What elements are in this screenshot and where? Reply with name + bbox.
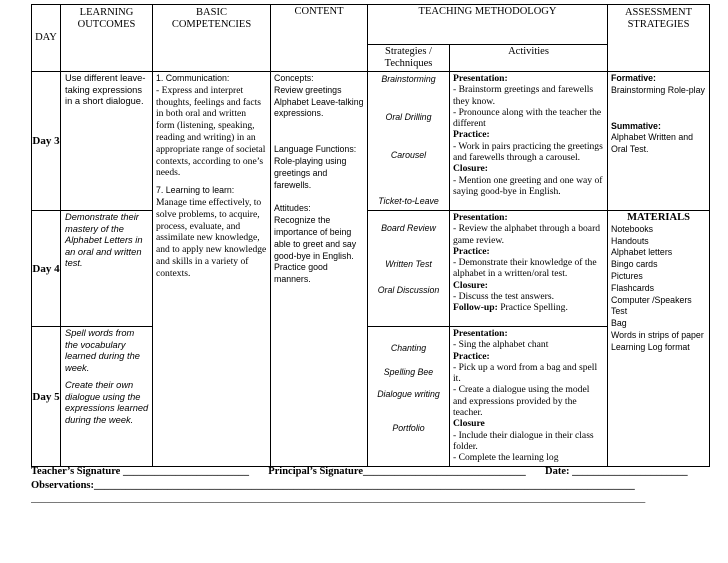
activity-text: - Include their dialogue in their class folder. — [453, 429, 594, 452]
material-item: Alphabet letters — [611, 247, 673, 258]
activity-heading: Closure — [453, 418, 485, 430]
strategy-item: Dialogue writing — [377, 389, 440, 399]
strategies-cell — [368, 72, 450, 211]
strategy-item: Carousel — [390, 150, 427, 160]
content-text: Role-playing using greetings and farewells. — [274, 155, 347, 190]
activity-text: - Discuss the test answers. — [453, 291, 554, 303]
activity-heading: Follow-up: — [453, 302, 498, 314]
basic-competencies — [153, 72, 271, 467]
activity-heading: Practice: — [453, 350, 490, 362]
activity-text: - Create a dialogue using the model and expressions provided by the teacher. — [453, 384, 590, 419]
competency-heading: 1. Communication: — [156, 73, 230, 83]
materials-heading: MATERIALS — [627, 212, 690, 223]
strategy-item: Ticket-to-Leave — [378, 196, 439, 206]
outcomes-header: LEARNING OUTCOMES — [61, 5, 153, 72]
material-item: Flashcards — [611, 282, 655, 293]
activity-heading: Closure: — [453, 163, 488, 175]
methodology-header: TEACHING METHODOLOGY — [368, 5, 608, 45]
strategy-item: Chanting — [390, 343, 427, 353]
activity-text: - Brainstorm greetings and farewells they know. — [453, 84, 594, 107]
activity-text: - Pick up a word from a bag and spell it. — [453, 361, 598, 385]
strategy-item: Brainstorming — [381, 74, 436, 84]
summative-heading: Summative: — [611, 120, 661, 131]
observations-line[interactable]: _____________________________________________________________________________________________________________________ — [31, 493, 646, 504]
material-item: Computer /Speakers — [611, 294, 692, 305]
learning-outcome: Spell words from the vocabulary learned during the week. Create their own dialogue using the expressions learned during the week. — [61, 327, 153, 467]
observations-field[interactable]: Observations:_______________________________________________________________________________________________________ — [31, 480, 635, 491]
activity-heading: Closure: — [453, 279, 488, 291]
activities-cell — [450, 72, 608, 211]
material-item: Bag — [611, 318, 627, 329]
strategies-cell — [368, 211, 450, 327]
strategies-cell — [368, 327, 450, 467]
competencies-header: BASIC COMPETENCIES — [153, 5, 271, 72]
content-heading: Language Functions: — [274, 144, 357, 155]
material-item: Handouts — [611, 235, 649, 246]
content-text: Recognize the importance of being able to greet and say good-bye in English. Practice good manners. — [274, 215, 357, 285]
activities-cell — [450, 211, 608, 327]
content-text: Review greetings Alphabet Leave-talking expressions. — [274, 84, 364, 119]
materials-cell — [608, 211, 710, 467]
material-item: Learning Log format — [611, 341, 690, 352]
principal-signature[interactable]: Principal’s Signature_______________________________ — [268, 466, 526, 477]
assessment-cell — [608, 72, 710, 211]
activity-heading: Practice: — [453, 129, 490, 141]
material-item: Words in strips of paper — [611, 329, 704, 340]
material-item: Notebooks — [611, 223, 654, 234]
content-heading: Attitudes: — [274, 203, 311, 214]
strategy-item: Portfolio — [392, 423, 425, 433]
activities-cell — [450, 327, 608, 467]
summative-text: Alphabet Written and Oral Test. — [611, 132, 694, 155]
activities-header: Activities — [450, 45, 608, 72]
lesson-plan-table — [31, 4, 710, 467]
material-item: Test — [611, 306, 628, 317]
signature-line — [31, 466, 688, 477]
competency-heading: 7. Learning to learn: — [156, 185, 235, 196]
activity-heading: Presentation: — [453, 328, 508, 339]
activity-heading: Presentation: — [453, 73, 508, 84]
activity-text: - Work in pairs practicing the greetings and farewells through a carousel. — [453, 140, 603, 164]
formative-text: Brainstorming Role-play — [611, 84, 705, 95]
teacher-signature[interactable]: Teacher’s Signature ________________________ — [31, 466, 249, 477]
content-cell — [271, 72, 368, 467]
learning-outcome: Use different leave- taking expressions in a short dialogue. — [61, 72, 153, 211]
activity-text: - Demonstrate their knowledge of the alphabet in a written/oral test. — [453, 257, 597, 280]
learning-outcome: Demonstrate their mastery of the Alphabet Letters in an oral and written test. — [61, 211, 153, 327]
strategy-item: Spelling Bee — [383, 367, 434, 377]
strategy-item: Written Test — [385, 259, 432, 269]
activity-heading: Presentation: — [453, 212, 508, 223]
activity-text: - Mention one greeting and one way of saying good-bye in English. — [453, 174, 603, 197]
day-label: Day 5 — [32, 327, 61, 467]
formative-heading: Formative: — [611, 73, 656, 83]
competency-text: Manage time effectively, to solve problems, to acquire, process, evaluate, and assimilate new knowledge, and to apply new knowledge and skills in a variety of contexts. — [156, 196, 267, 279]
activity-text: - Sing the alphabet chant — [453, 339, 549, 351]
day-label: Day 4 — [32, 211, 61, 327]
strategies-header: Strategies / Techniques — [368, 45, 450, 72]
activity-heading: Practice: — [453, 245, 490, 257]
material-item: Pictures — [611, 270, 643, 281]
competency-text: - Express and interpret thoughts, feelings and facts in both oral and written form (listening, speaking, reading and writing) in an appropriate range of societal contexts, according to one’s needs. — [156, 84, 266, 179]
strategy-item: Board Review — [381, 223, 436, 233]
day-label: Day 3 — [32, 72, 61, 211]
content-header: CONTENT — [271, 5, 368, 72]
assessment-header: ASSESSMENT STRATEGIES — [608, 5, 710, 72]
activity-text: Practice Spelling. — [500, 302, 568, 314]
strategy-item: Oral Discussion — [377, 285, 440, 295]
strategy-item: Oral Drilling — [385, 112, 432, 122]
date-field[interactable]: Date: ______________________ — [545, 466, 688, 477]
material-item: Bingo cards — [611, 259, 658, 270]
activity-text: - Complete the learning log — [453, 452, 559, 464]
activity-text: - Review the alphabet through a board game review. — [453, 223, 601, 246]
content-heading: Concepts: — [274, 73, 314, 83]
day-header: DAY — [32, 5, 61, 72]
activity-text: - Pronounce along with the teacher the different — [453, 106, 602, 130]
